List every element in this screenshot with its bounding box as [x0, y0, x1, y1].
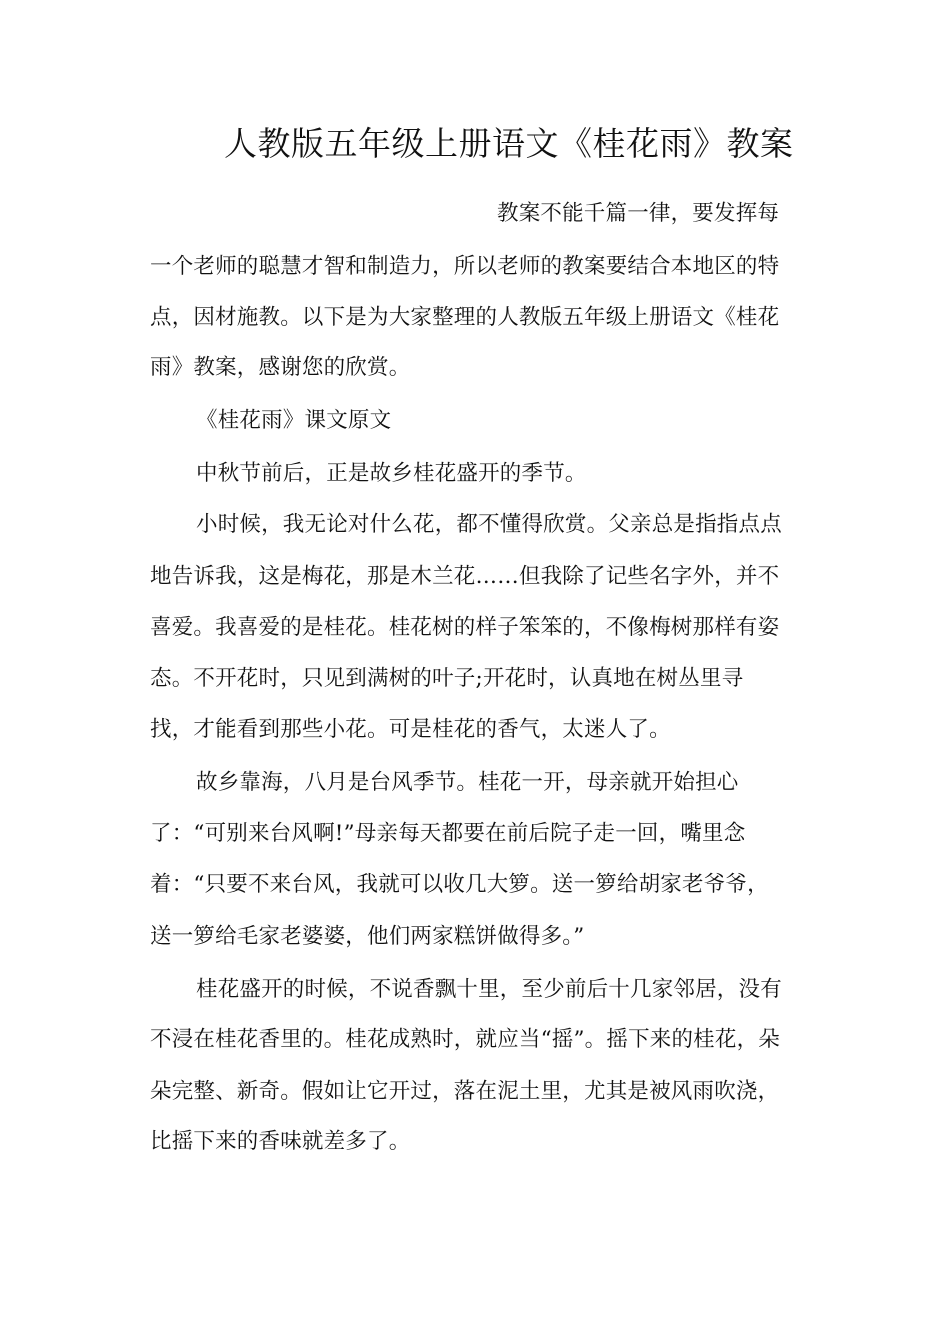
paragraph-line: 中秋节前后，正是故乡桂花盛开的季节。	[196, 461, 587, 486]
paragraph-line: 小时候，我无论对什么花，都不懂得欣赏。父亲总是指指点点	[196, 512, 782, 537]
paragraph-line: 教案不能千篇一律，要发挥每	[497, 201, 780, 226]
paragraph-line: 桂花盛开的时候，不说香飘十里，至少前后十几家邻居，没有	[196, 977, 782, 1002]
paragraph-line: 雨》教案，感谢您的欣赏。	[150, 355, 411, 380]
section-heading: 《桂花雨》课文原文	[196, 408, 392, 433]
paragraph-line: 故乡靠海，八月是台风季节。桂花一开，母亲就开始担心	[196, 770, 739, 795]
paragraph-line: 比摇下来的香味就差多了。	[150, 1129, 411, 1154]
paragraph-line: 朵完整、新奇。假如让它开过，落在泥土里，尤其是被风雨吹浇，	[150, 1079, 780, 1104]
paragraph-line: 地告诉我，这是梅花，那是木兰花……但我除了记些名字外，并不	[150, 564, 780, 589]
paragraph-line: 送一箩给毛家老婆婆，他们两家糕饼做得多。”	[150, 924, 585, 949]
paragraph-line: 喜爱。我喜爱的是桂花。桂花树的样子笨笨的，不像梅树那样有姿	[150, 615, 780, 640]
paragraph-line: 找，才能看到那些小花。可是桂花的香气，太迷人了。	[150, 717, 671, 742]
paragraph-line: 一个老师的聪慧才智和制造力，所以老师的教案要结合本地区的特	[150, 254, 780, 279]
paragraph-line: 了：“可别来台风啊!”母亲每天都要在前后院子走一回，嘴里念	[150, 821, 746, 846]
paragraph-line: 态。不开花时，只见到满树的叶子;开花时，认真地在树丛里寻	[150, 666, 744, 691]
paragraph-line: 点，因材施教。以下是为大家整理的人教版五年级上册语文《桂花	[150, 305, 780, 330]
document-title: 人教版五年级上册语文《桂花雨》教案	[224, 124, 794, 163]
paragraph-line: 着：“只要不来台风，我就可以收几大箩。送一箩给胡家老爷爷，	[150, 872, 769, 897]
paragraph-line: 不浸在桂花香里的。桂花成熟时，就应当“摇”。摇下来的桂花，朵	[150, 1027, 780, 1052]
